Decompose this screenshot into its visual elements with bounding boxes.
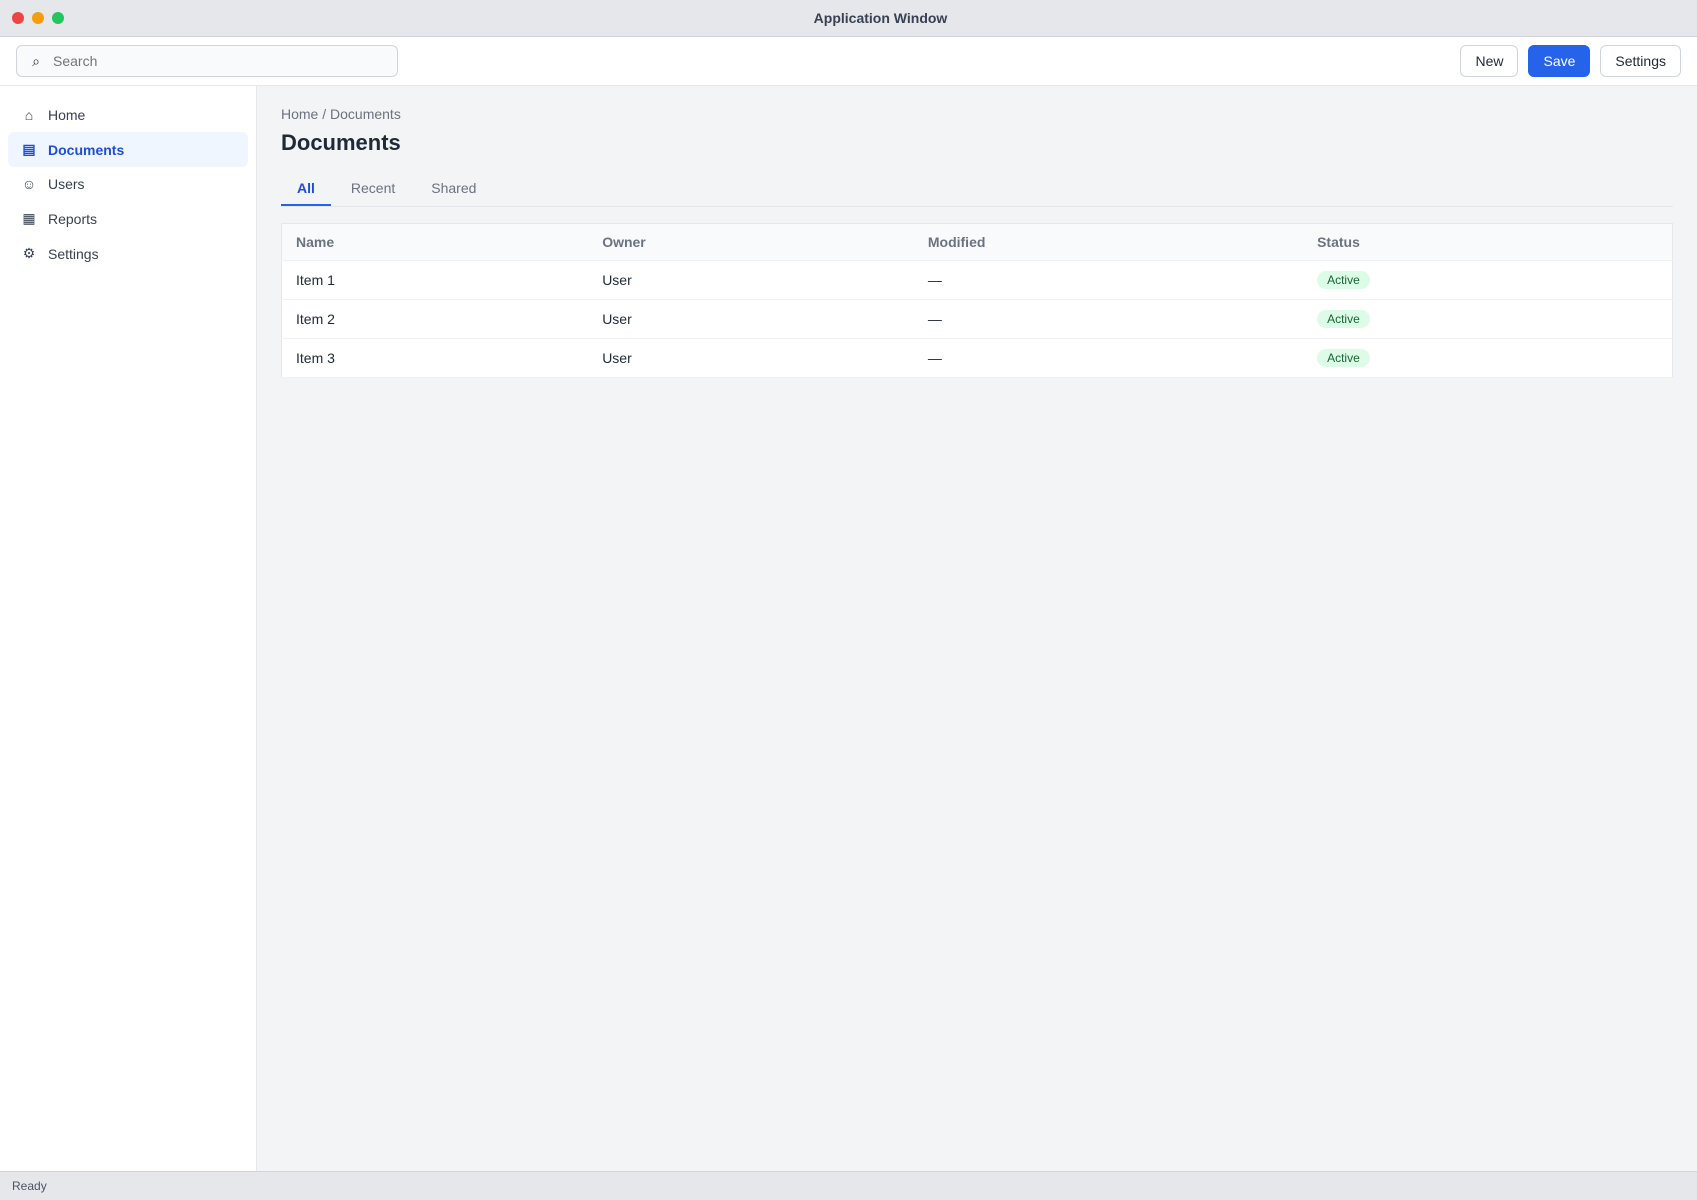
home-icon: ⌂ [24, 107, 34, 123]
search-input[interactable] [51, 52, 387, 70]
cell-text: User [602, 272, 632, 288]
cell-text: — [927, 311, 942, 327]
table-cell [1303, 339, 1672, 378]
new-button[interactable]: New [1460, 45, 1518, 77]
status-badge: Active [1317, 271, 1370, 289]
sidebar-item-label: Users [48, 176, 85, 192]
table-header-row [282, 224, 1673, 261]
tab-recent[interactable]: Recent [350, 180, 396, 196]
table-cell [282, 300, 589, 339]
window-controls [12, 12, 64, 24]
table-cell [282, 261, 589, 300]
save-button[interactable]: Save [1528, 45, 1590, 77]
sidebar-item-label: Home [48, 107, 86, 123]
status-badge: Active [1317, 310, 1370, 328]
data-table [281, 223, 1673, 378]
settings-button[interactable]: Settings [1600, 45, 1681, 77]
cell-text: Item 1 [296, 272, 335, 288]
table-cell [914, 300, 1303, 339]
cell-text: User [602, 350, 632, 366]
table-cell [1303, 261, 1672, 300]
cell-text: Item 3 [296, 350, 335, 366]
minimize-window-button[interactable] [32, 12, 44, 24]
toolbar [0, 37, 1697, 86]
cell-text: — [927, 272, 942, 288]
table-body [282, 261, 1673, 378]
column-header[interactable]: Owner [588, 224, 914, 261]
sidebar-item-label: Documents [48, 141, 125, 158]
status-badge: Active [1317, 349, 1370, 367]
users-icon: ☺ [21, 176, 37, 192]
status-bar [0, 1171, 1697, 1200]
tab-bar [281, 172, 1673, 207]
table-cell [588, 261, 914, 300]
status-text: Ready [12, 1179, 47, 1193]
table-cell [914, 339, 1303, 378]
table-row[interactable] [282, 300, 1673, 339]
cell-text: Item 2 [296, 311, 335, 327]
tab-shared[interactable]: Shared [431, 180, 477, 196]
window-title: Application Window [813, 10, 948, 26]
main-panel [257, 86, 1697, 1171]
close-window-button[interactable] [12, 12, 24, 24]
content-area [0, 86, 1697, 1171]
search-box[interactable] [16, 45, 398, 77]
sidebar-item-reports[interactable] [8, 201, 248, 236]
sidebar-item-documents[interactable] [8, 132, 248, 167]
column-header[interactable]: Status [1303, 224, 1672, 261]
column-header[interactable]: Name [282, 224, 589, 261]
document-icon: ▤ [22, 141, 36, 157]
sidebar [0, 86, 257, 1171]
table-cell [1303, 300, 1672, 339]
tab-all[interactable]: All [281, 172, 331, 206]
cell-text: User [602, 311, 632, 327]
breadcrumb: Home / Documents [281, 106, 401, 122]
chart-icon: ▦ [22, 210, 36, 226]
table-cell [282, 339, 589, 378]
table-cell [588, 300, 914, 339]
column-header[interactable]: Modified [914, 224, 1303, 261]
page-title: Documents [281, 130, 401, 155]
sidebar-item-label: Reports [48, 210, 98, 227]
title-bar [0, 0, 1697, 37]
table-cell [914, 261, 1303, 300]
search-icon: ⌕ [32, 52, 40, 69]
cell-text: — [927, 350, 942, 366]
sidebar-item-users[interactable] [8, 167, 248, 201]
table-cell [588, 339, 914, 378]
sidebar-item-label: Settings [48, 245, 99, 262]
sidebar-item-home[interactable] [8, 98, 248, 132]
sidebar-item-settings[interactable] [8, 236, 248, 271]
table-row[interactable] [282, 339, 1673, 378]
maximize-window-button[interactable] [52, 12, 64, 24]
table-row[interactable] [282, 261, 1673, 300]
gear-icon: ⚙ [22, 245, 36, 261]
